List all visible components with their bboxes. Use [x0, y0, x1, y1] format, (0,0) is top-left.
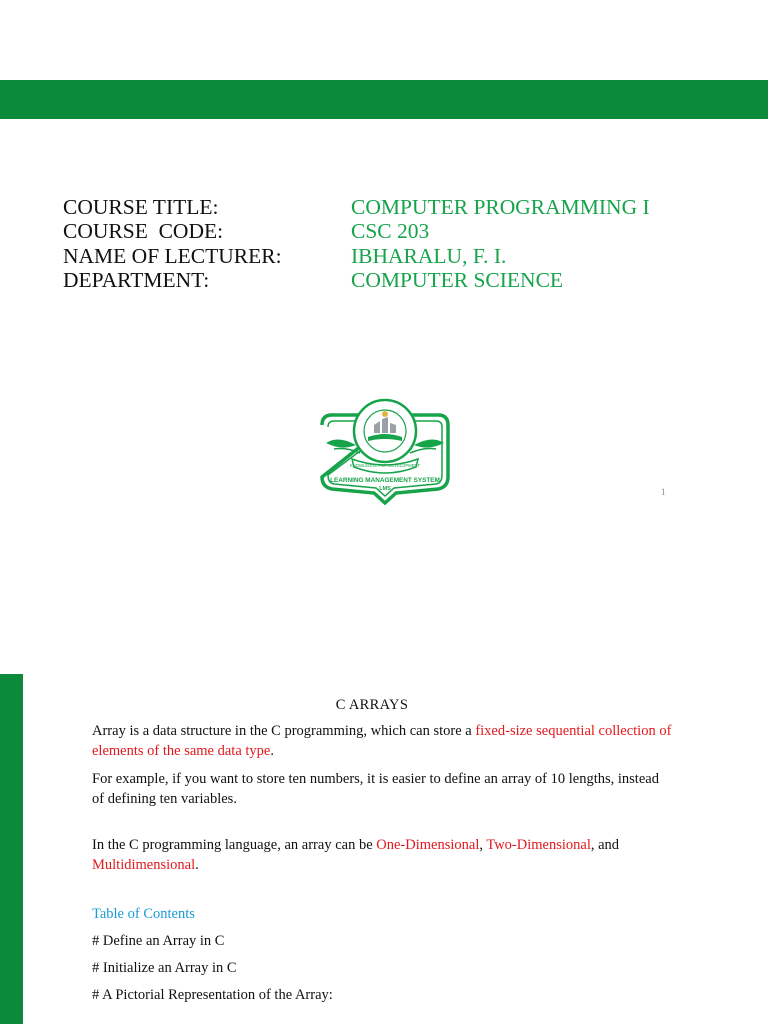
types-sep-1: , [479, 837, 487, 853]
course-code-label: COURSE CODE: [63, 219, 224, 244]
section-heading: C ARRAYS [335, 697, 409, 713]
university-crest-icon [316, 397, 454, 505]
course-info-block [63, 195, 703, 292]
lecturer-row [63, 244, 703, 268]
definition-text: Array is a data structure in the C programming, which can store a [92, 723, 476, 739]
toc-item-define[interactable]: # Define an Array in C [92, 933, 225, 949]
type-one-dimensional: One-Dimensional [376, 837, 480, 853]
banner-line-1: LEARNING MANAGEMENT SYSTEM [330, 477, 440, 484]
toc-item-pictorial[interactable]: # A Pictorial Representation of the Array: [92, 987, 333, 1003]
department-row [63, 268, 703, 292]
lecturer-value: IBHARALU, F. I. [351, 243, 507, 268]
department-value: COMPUTER SCIENCE [351, 267, 564, 292]
page-number: 1 [661, 487, 666, 497]
lms-logo [316, 397, 454, 505]
left-green-bar [0, 674, 23, 1024]
top-green-bar [0, 80, 768, 119]
department-label: DEPARTMENT: [63, 267, 210, 292]
course-code-row [63, 219, 703, 243]
motto-text: KNOWLEDGE FOR DEVELOPMENT [349, 463, 421, 468]
paragraph-definition [92, 721, 672, 761]
content-section [92, 695, 672, 1009]
paragraph-types [92, 835, 672, 875]
types-sep-2: , and [590, 837, 620, 853]
type-two-dimensional: Two-Dimensional [486, 837, 591, 853]
course-title-row [63, 195, 703, 219]
types-end: . [195, 857, 199, 873]
paragraph-example: For example, if you want to store ten numbers, it is easier to define an array of 10 lengths, instead of defining ten variables. [92, 771, 659, 807]
definition-end: . [270, 743, 274, 759]
toc-item-initialize[interactable]: # Initialize an Array in C [92, 960, 237, 976]
toc-title[interactable]: Table of Contents [92, 906, 195, 922]
types-text: In the C programming language, an array can be [92, 837, 377, 853]
course-code-value: CSC 203 [351, 219, 430, 244]
definition-highlight: fixed-size sequential collection of elements of the same data type [92, 723, 672, 759]
course-title-label: COURSE TITLE: [63, 195, 219, 219]
type-multidimensional: Multidimensional [92, 857, 196, 873]
lecturer-label: NAME OF LECTURER: [63, 243, 282, 268]
banner-line-2: LMS [379, 486, 391, 492]
course-title-value: COMPUTER PROGRAMMING I [351, 195, 650, 219]
